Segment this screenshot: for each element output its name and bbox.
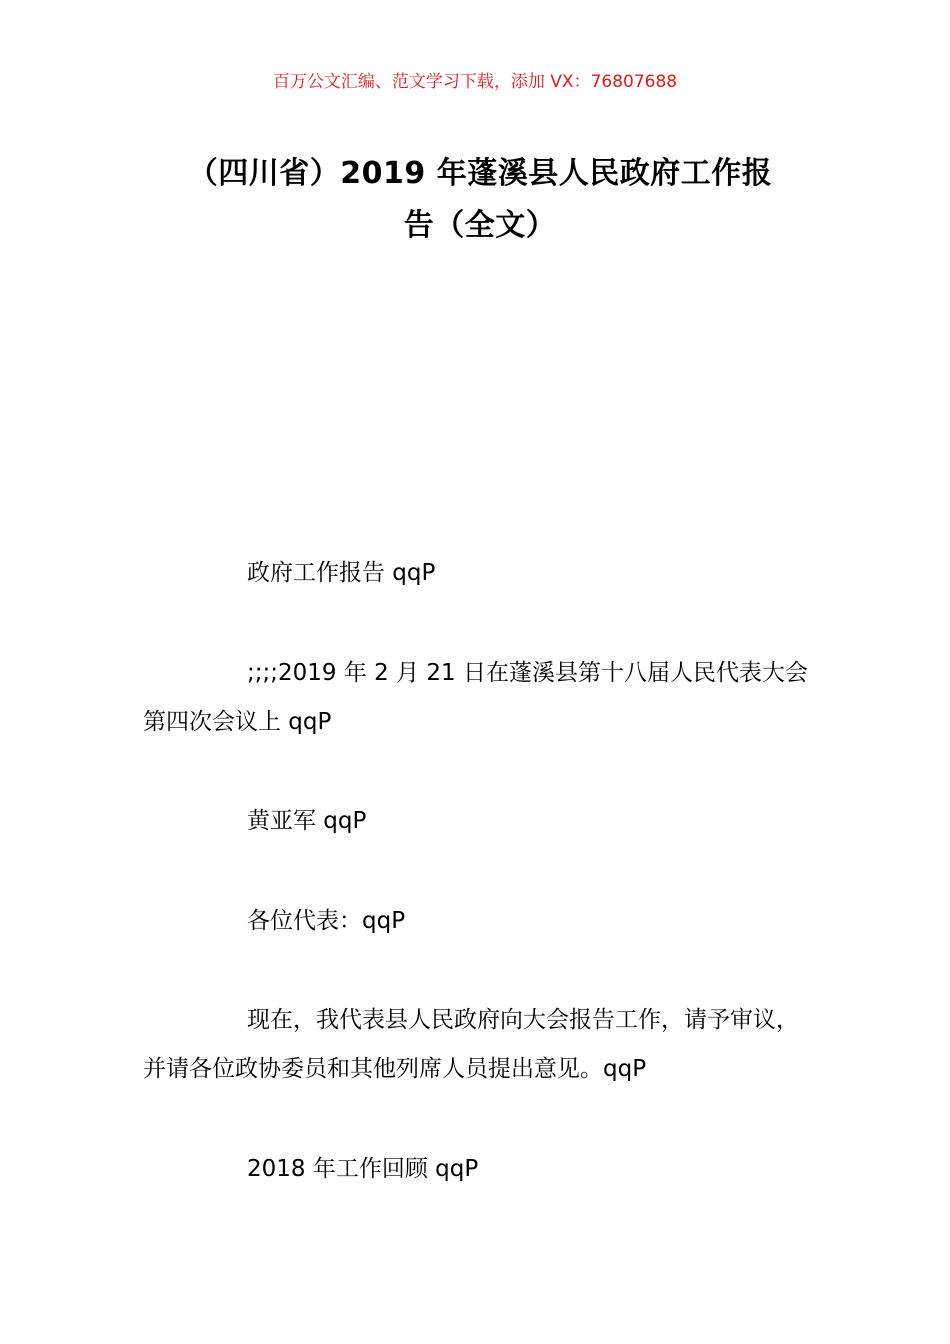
paragraph-section-heading: 2018 年工作回顾 qqP	[247, 1156, 479, 1182]
title-line-1: （四川省）2019 年蓬溪县人民政府工作报	[187, 156, 773, 191]
header-banner: 百万公文汇编、范文学习下载，添加 VX：76807688	[272, 72, 678, 92]
document-title	[140, 148, 820, 252]
paragraph-speaker: 黄亚军 qqP	[247, 808, 367, 834]
paragraph-salutation: 各位代表：qqP	[247, 908, 406, 934]
paragraph-intro: 现在，我代表县人民政府向大会报告工作，请予审议，并请各位政协委员和其他列席人员提出意见。qqP	[143, 1007, 799, 1082]
paragraph-meeting-info: ;;;;2019 年 2 月 21 日在蓬溪县第十八届人民代表大会第四次会议上 qqP	[143, 660, 808, 735]
title-line-2: 告（全文）	[403, 208, 557, 243]
paragraph-report-heading: 政府工作报告 qqP	[247, 560, 436, 586]
